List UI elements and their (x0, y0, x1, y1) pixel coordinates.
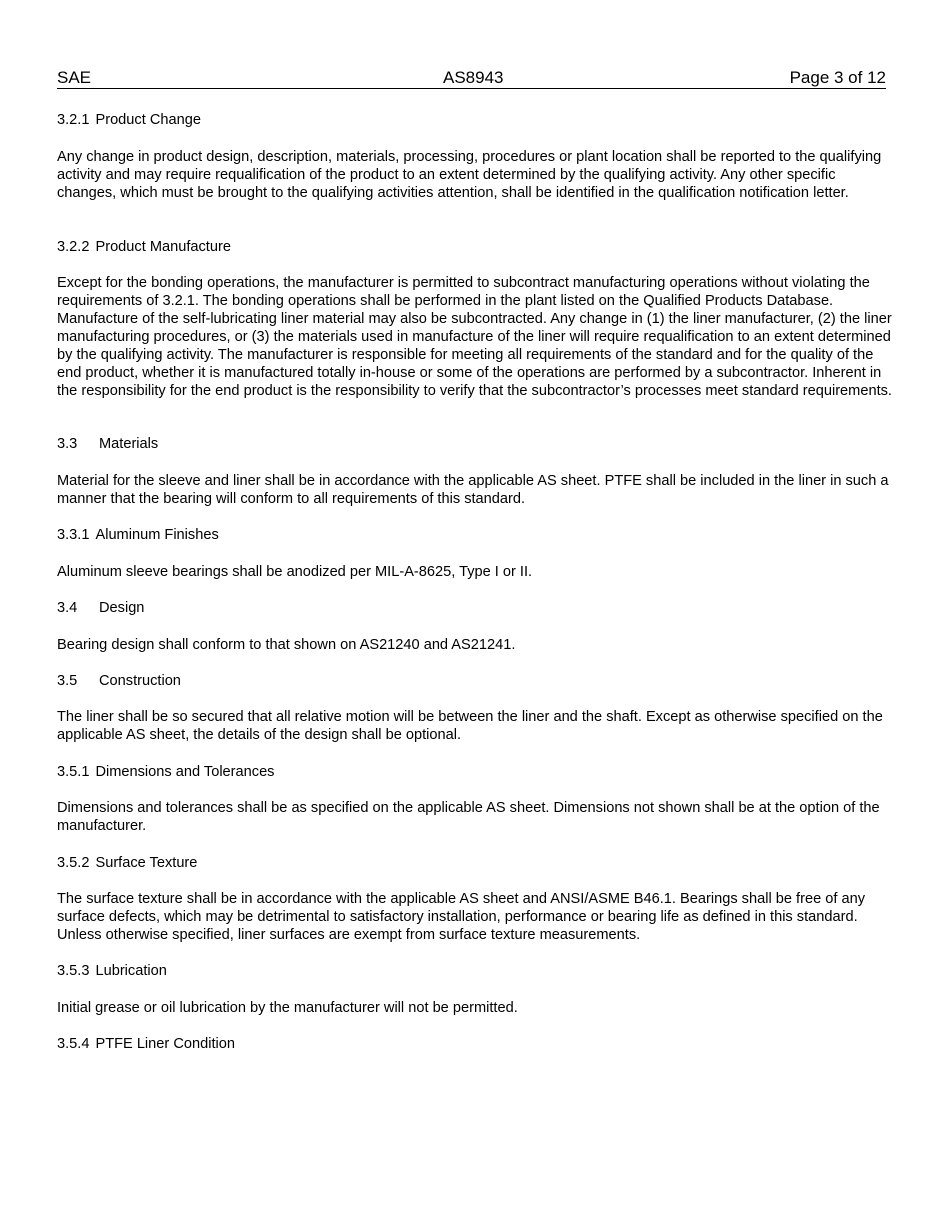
paragraph-surface-texture: The surface texture shall be in accordance with the applicable AS sheet and ANSI/ASME B46.1. Bearings shall be free of any surface defects, which may be detrimental to satisfactory installation, performance or bearing life as defined in this standard. Unless otherwise specified, liner surfaces are exempt from surface texture measurements. (57, 891, 865, 943)
section-title: Product Manufacture (95, 239, 231, 255)
section-title: Construction (99, 673, 181, 689)
section-number: 3.4 (57, 600, 78, 616)
section-title: Surface Texture (95, 855, 198, 871)
section-number: 3.5 (57, 673, 78, 689)
paragraph-design: Bearing design shall conform to that shown on AS21240 and AS21241. (57, 637, 516, 653)
page-header (57, 67, 886, 89)
section-title: Lubrication (95, 963, 167, 979)
section-heading-3-3 (57, 435, 895, 453)
section-heading-3-5-1 (57, 763, 895, 781)
section-heading-3-2-2 (57, 238, 895, 256)
section-number: 3.2.1 (57, 112, 90, 128)
section-number: 3.5.2 (57, 855, 90, 871)
header-page-number: Page 3 of 12 (789, 68, 886, 87)
section-number: 3.3 (57, 436, 78, 452)
paragraph-product-manufacture: Except for the bonding operations, the manufacturer is permitted to subcontract manufacturing operations without violating the requirements of 3.2.1. The bonding operations shall be performed in the plant listed on the Qualified Products Database. Manufacture of the self-lubricating liner material may also be subcontracted. Any change in (1) the liner manufacturer, (2) the liner manufacturing procedures, or (3) the materials used in manufacture of the liner will require requalification to an extent determined by the qualifying activity. The manufacturer is responsible for meeting all requirements of the standard and for the quality of the end product, whether it is manufactured totally in-house or some of the operations are performed by a subcontractor. Inherent in the responsibility for the end product is the responsibility to verify that the subcontractor’s processes meet standard requirements. (57, 275, 892, 399)
section-title: PTFE Liner Condition (95, 1036, 235, 1052)
paragraph-dimensions-tolerances: Dimensions and tolerances shall be as specified on the applicable AS sheet. Dimensions not shown shall be at the option of the manufacturer. (57, 800, 880, 834)
section-heading-3-3-1 (57, 526, 895, 544)
section-number: 3.3.1 (57, 527, 90, 543)
paragraph-lubrication: Initial grease or oil lubrication by the manufacturer will not be permitted. (57, 1000, 518, 1016)
section-title: Materials (99, 436, 159, 452)
section-title: Design (99, 600, 145, 616)
section-heading-3-2-1 (57, 111, 895, 129)
section-number: 3.5.4 (57, 1036, 90, 1052)
section-heading-3-5-2 (57, 854, 895, 872)
section-number: 3.2.2 (57, 239, 90, 255)
header-document-number: AS8943 (443, 68, 504, 87)
section-title: Dimensions and Tolerances (95, 764, 275, 780)
section-heading-3-4 (57, 599, 895, 617)
section-heading-3-5-4 (57, 1035, 895, 1053)
section-heading-3-5-3 (57, 962, 895, 980)
section-title: Aluminum Finishes (95, 527, 219, 543)
section-number: 3.5.1 (57, 764, 90, 780)
section-title: Product Change (95, 112, 201, 128)
paragraph-product-change: Any change in product design, description, materials, processing, procedures or plant location shall be reported to the qualifying activity and may require requalification of the product to an extent determined by the qualifying activity. Any other specific changes, which must be brought to the qualifying activities attention, shall be identified in the qualification notification letter. (57, 149, 882, 201)
section-number: 3.5.3 (57, 963, 90, 979)
paragraph-construction: The liner shall be so secured that all relative motion will be between the liner and the shaft. Except as otherwise specified on the applicable AS sheet, the details of the design shall be optional. (57, 709, 883, 743)
paragraph-aluminum-finishes: Aluminum sleeve bearings shall be anodized per MIL-A-8625, Type I or II. (57, 564, 533, 580)
section-heading-3-5 (57, 672, 895, 690)
header-organization: SAE (57, 68, 92, 87)
paragraph-materials: Material for the sleeve and liner shall be in accordance with the applicable AS sheet. PTFE shall be included in the liner in such a manner that the bearing will conform to all requirements of this standard. (57, 473, 889, 507)
